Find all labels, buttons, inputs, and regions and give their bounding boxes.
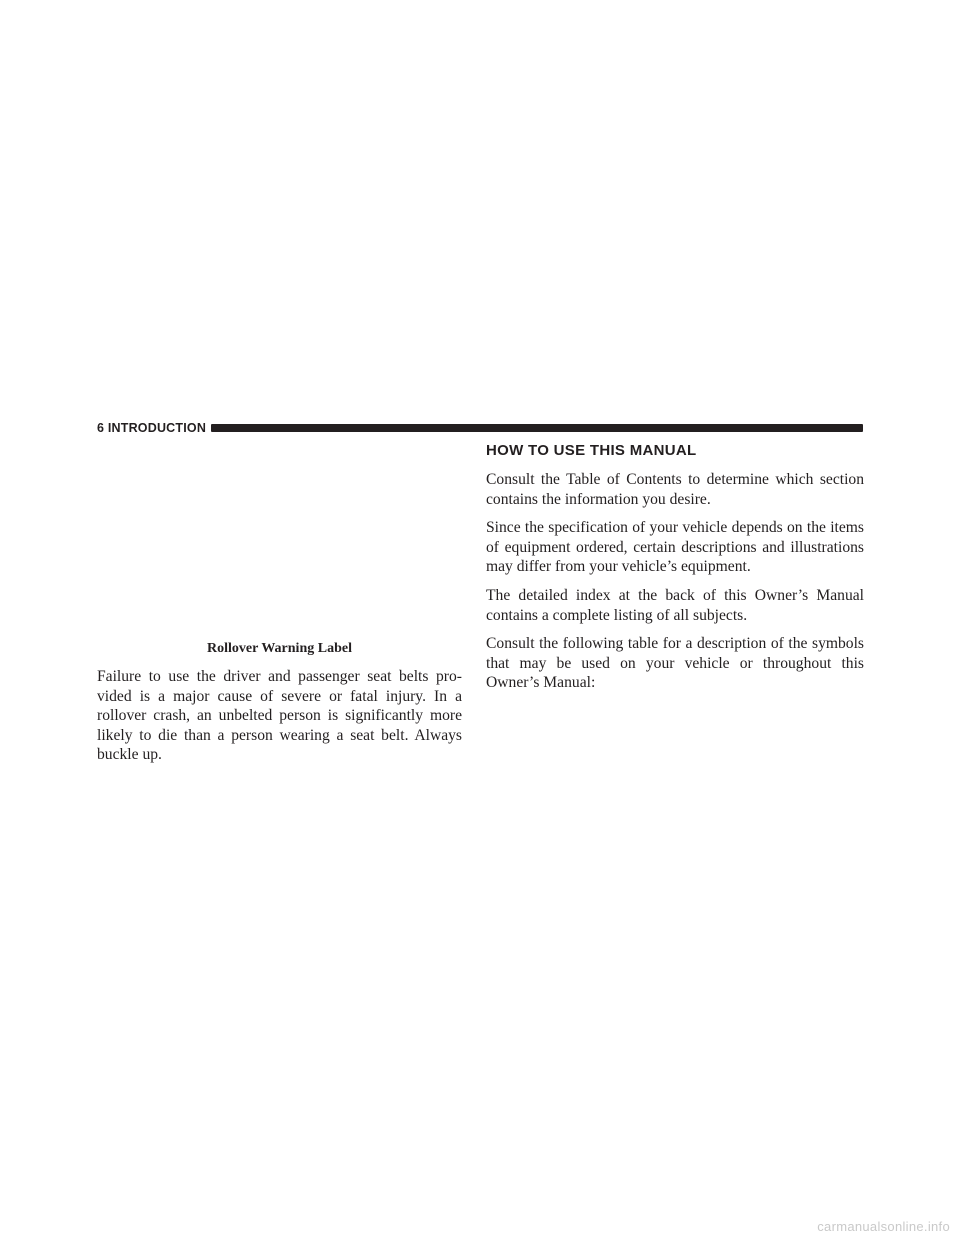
left-column bbox=[97, 640, 462, 774]
page-header-label bbox=[97, 421, 206, 435]
seat-belt-paragraph: Failure to use the driver and passenger seat belts pro- vided is a major cause of severe or fatal injury. In a rollover crash, an unbelted person is significantly more likely to die than a person wearing a seat belt. Always buckle up. bbox=[97, 668, 462, 764]
right-column bbox=[486, 442, 864, 702]
body-paragraph: Since the specification of your vehicle depends on the items of equipment ordered, certain descriptions and illustrations may differ from your vehicle’s equipment. bbox=[486, 519, 864, 576]
section-title: INTRODUCTION bbox=[107, 421, 207, 435]
body-paragraph: The detailed index at the back of this Owner’s Manual contains a complete listing of all subjects. bbox=[486, 586, 864, 624]
header-rule bbox=[211, 424, 863, 432]
body-paragraph: Consult the Table of Contents to determine which section contains the information you desire. bbox=[486, 471, 864, 508]
page-header bbox=[97, 420, 863, 436]
body-paragraph: Consult the following table for a description of the symbols that may be used on your vehicle or throughout this Owner’s Manual: bbox=[486, 635, 864, 692]
section-heading: HOW TO USE THIS MANUAL bbox=[486, 442, 697, 459]
page-number: 6 bbox=[97, 421, 105, 435]
figure-caption: Rollover Warning Label bbox=[207, 641, 352, 656]
watermark: carmanualsonline.info bbox=[817, 1219, 950, 1234]
